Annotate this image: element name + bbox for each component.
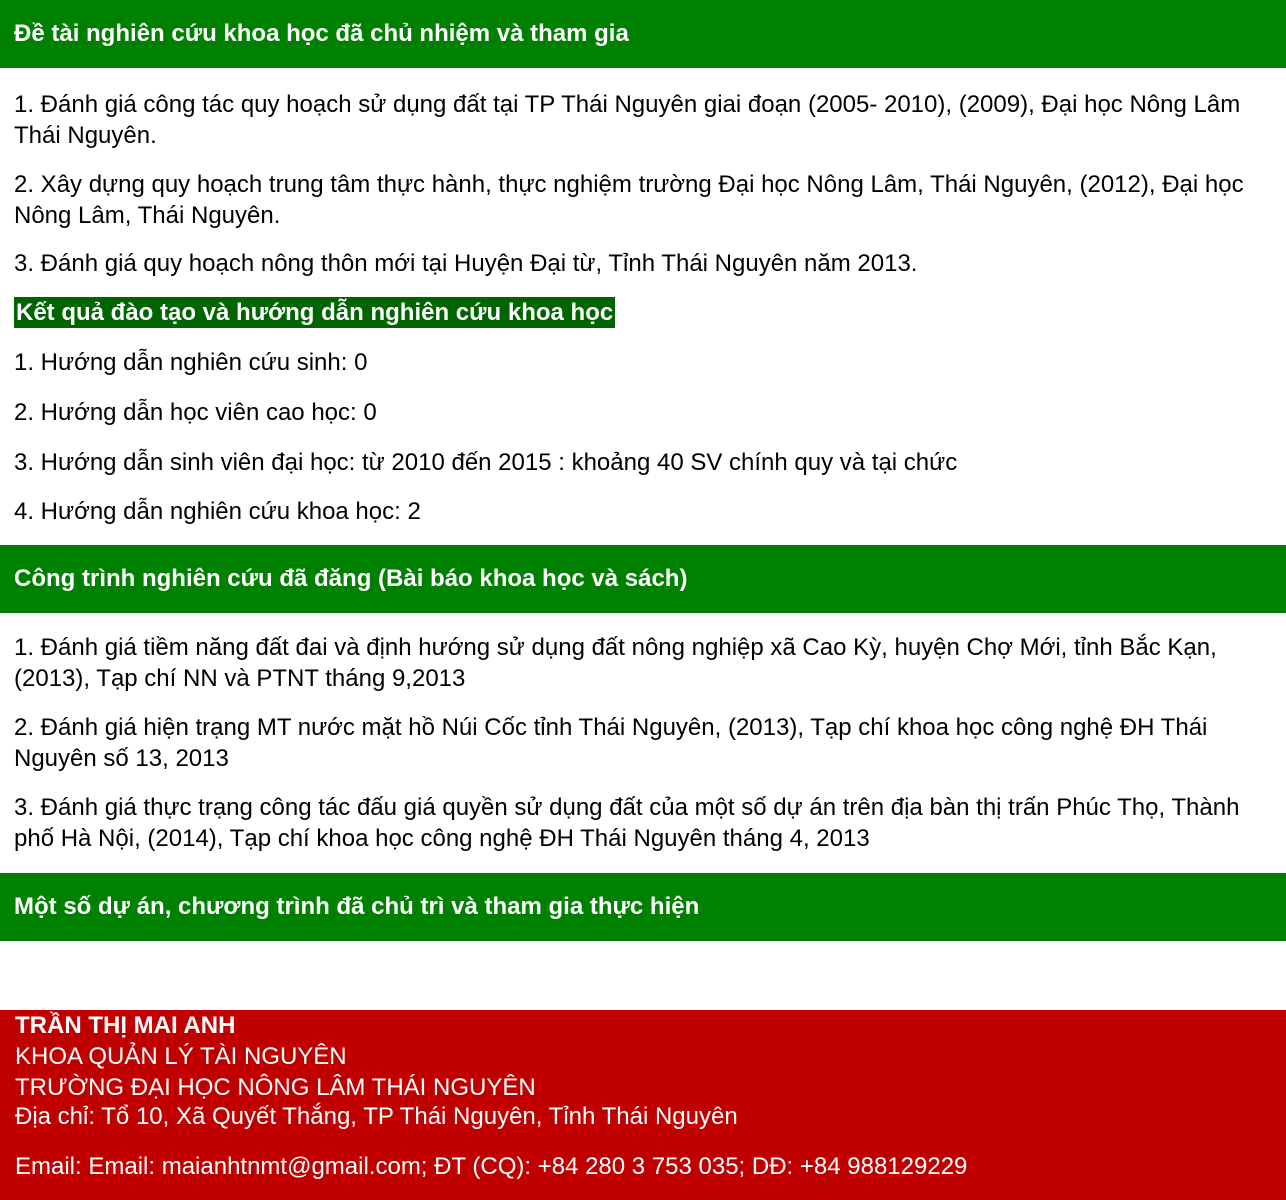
contact-footer: [0, 1010, 1286, 1200]
research-topic-item: 2. Xây dựng quy hoạch trung tâm thực hành, thực nghiệm trường Đại học Nông Lâm, Thái Nguyên, (2012), Đại học Nông Lâm, Thái Nguyên.: [14, 171, 1244, 229]
research-topic-item: 1. Đánh giá công tác quy hoạch sử dụng đất tại TP Thái Nguyên giai đoạn (2005- 2010), (2009), Đại học Nông Lâm Thái Nguyên.: [14, 91, 1241, 149]
footer-school: TRƯỜNG ĐẠI HỌC NÔNG LÂM THÁI NGUYÊN: [15, 1074, 536, 1101]
section-heading-projects: Một số dự án, chương trình đã chủ trì và tham gia thực hiện: [0, 873, 1286, 941]
publication-item: 3. Đánh giá thực trạng công tác đấu giá quyền sử dụng đất của một số dự án trên địa bàn thị trấn Phúc Thọ, Thành phố Hà Nội, (2014), Tạp chí khoa học công nghệ ĐH Thái Nguyên tháng 4, 2013: [14, 794, 1240, 852]
footer-contact: Email: Email: maianhtnmt@gmail.com; ĐT (CQ): +84 280 3 753 035; DĐ: +84 988129229: [15, 1153, 968, 1180]
section-heading-training-results: Kết quả đào tạo và hướng dẫn nghiên cứu khoa học: [16, 299, 614, 326]
training-result-item: 1. Hướng dẫn nghiên cứu sinh: 0: [14, 349, 368, 376]
publication-item: 2. Đánh giá hiện trạng MT nước mặt hồ Núi Cốc tỉnh Thái Nguyên, (2013), Tạp chí khoa học công nghệ ĐH Thái Nguyên số 13, 2013: [14, 714, 1208, 772]
training-result-item: 3. Hướng dẫn sinh viên đại học: từ 2010 đến 2015 : khoảng 40 SV chính quy và tại chức: [14, 449, 958, 476]
research-topic-item: 3. Đánh giá quy hoạch nông thôn mới tại Huyện Đại từ, Tỉnh Thái Nguyên năm 2013.: [14, 250, 918, 277]
publication-item: 1. Đánh giá tiềm năng đất đai và định hướng sử dụng đất nông nghiệp xã Cao Kỳ, huyện Chợ Mới, tỉnh Bắc Kạn, (2013), Tạp chí NN và PTNT tháng 9,2013: [14, 634, 1217, 692]
footer-name: TRẦN THỊ MAI ANH: [15, 1012, 236, 1039]
section-heading-research-topics: Đề tài nghiên cứu khoa học đã chủ nhiệm và tham gia: [0, 0, 1286, 68]
training-result-item: 4. Hướng dẫn nghiên cứu khoa học: 2: [14, 498, 421, 525]
section-heading-publications: Công trình nghiên cứu đã đăng (Bài báo khoa học và sách): [0, 545, 1286, 613]
footer-address: Địa chỉ: Tổ 10, Xã Quyết Thắng, TP Thái Nguyên, Tỉnh Thái Nguyên: [15, 1103, 738, 1130]
training-result-item: 2. Hướng dẫn học viên cao học: 0: [14, 399, 377, 426]
footer-department: KHOA QUẢN LÝ TÀI NGUYÊN: [15, 1043, 347, 1070]
